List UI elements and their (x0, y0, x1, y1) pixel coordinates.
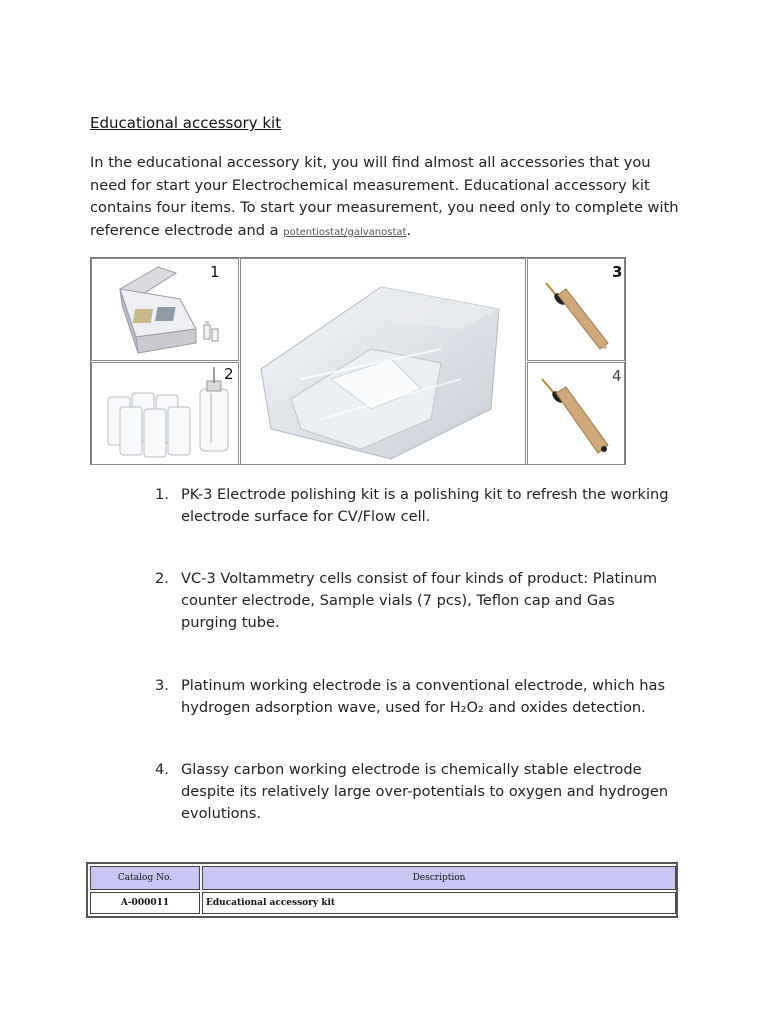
list-item-text: PK-3 Electrode polishing kit is a polishing kit to refresh the working electrode surface for CV/Flow cell. (181, 486, 669, 525)
bag-illustration (241, 259, 525, 464)
figure-label-3: 3 (612, 263, 623, 281)
list-item-text: VC-3 Voltammetry cells consist of four kinds of product: Platinum counter electrode, Sample vials (7 pcs), Teflon cap and Gas purging tube. (181, 570, 658, 631)
platinum-electrode-image (527, 258, 625, 361)
glassy-carbon-electrode-image (527, 362, 625, 465)
catalog-header-number: Catalog No. (90, 866, 200, 890)
product-image-grid (90, 257, 626, 465)
potentiostat-link[interactable]: potentiostat/galvanostat (283, 226, 407, 238)
intro-end: . (406, 221, 412, 239)
polishing-kit-image (91, 258, 239, 361)
catalog-header-description: Description (202, 866, 676, 890)
intro-paragraph (90, 152, 690, 244)
figure-label-1: 1 (210, 263, 220, 281)
list-item-number: 1. (155, 486, 169, 503)
catalog-cell-description: Educational accessory kit (202, 892, 676, 914)
accessory-kit-bag-image (240, 258, 526, 465)
glassy-carbon-electrode-illustration (528, 363, 624, 464)
voltammetry-cells-image (91, 362, 239, 465)
list-item-text: Platinum working electrode is a conventional electrode, which has hydrogen adsorption wave, used for H₂O₂ and oxides detection. (181, 677, 666, 716)
list-item-number: 2. (155, 570, 169, 587)
catalog-cell-number: A-000011 (90, 892, 200, 914)
list-item-text: Glassy carbon working electrode is chemically stable electrode despite its relatively large over-potentials to oxygen and hydrogen evolutions. (181, 761, 669, 822)
figure-label-2: 2 (224, 365, 234, 383)
platinum-electrode-illustration (528, 259, 624, 360)
catalog-table (86, 862, 678, 918)
list-item-number: 3. (155, 677, 169, 694)
intro-text: In the educational accessory kit, you will find almost all accessories that you need for start your Electrochemical measurement. Educational accessory kit contains four items. To start your measurement, you need only to complete with reference electrode and a (90, 154, 679, 239)
vials-illustration (92, 363, 238, 464)
page-title: Educational accessory kit (90, 114, 282, 132)
figure-label-4: 4 (612, 367, 622, 385)
list-item-number: 4. (155, 761, 169, 778)
